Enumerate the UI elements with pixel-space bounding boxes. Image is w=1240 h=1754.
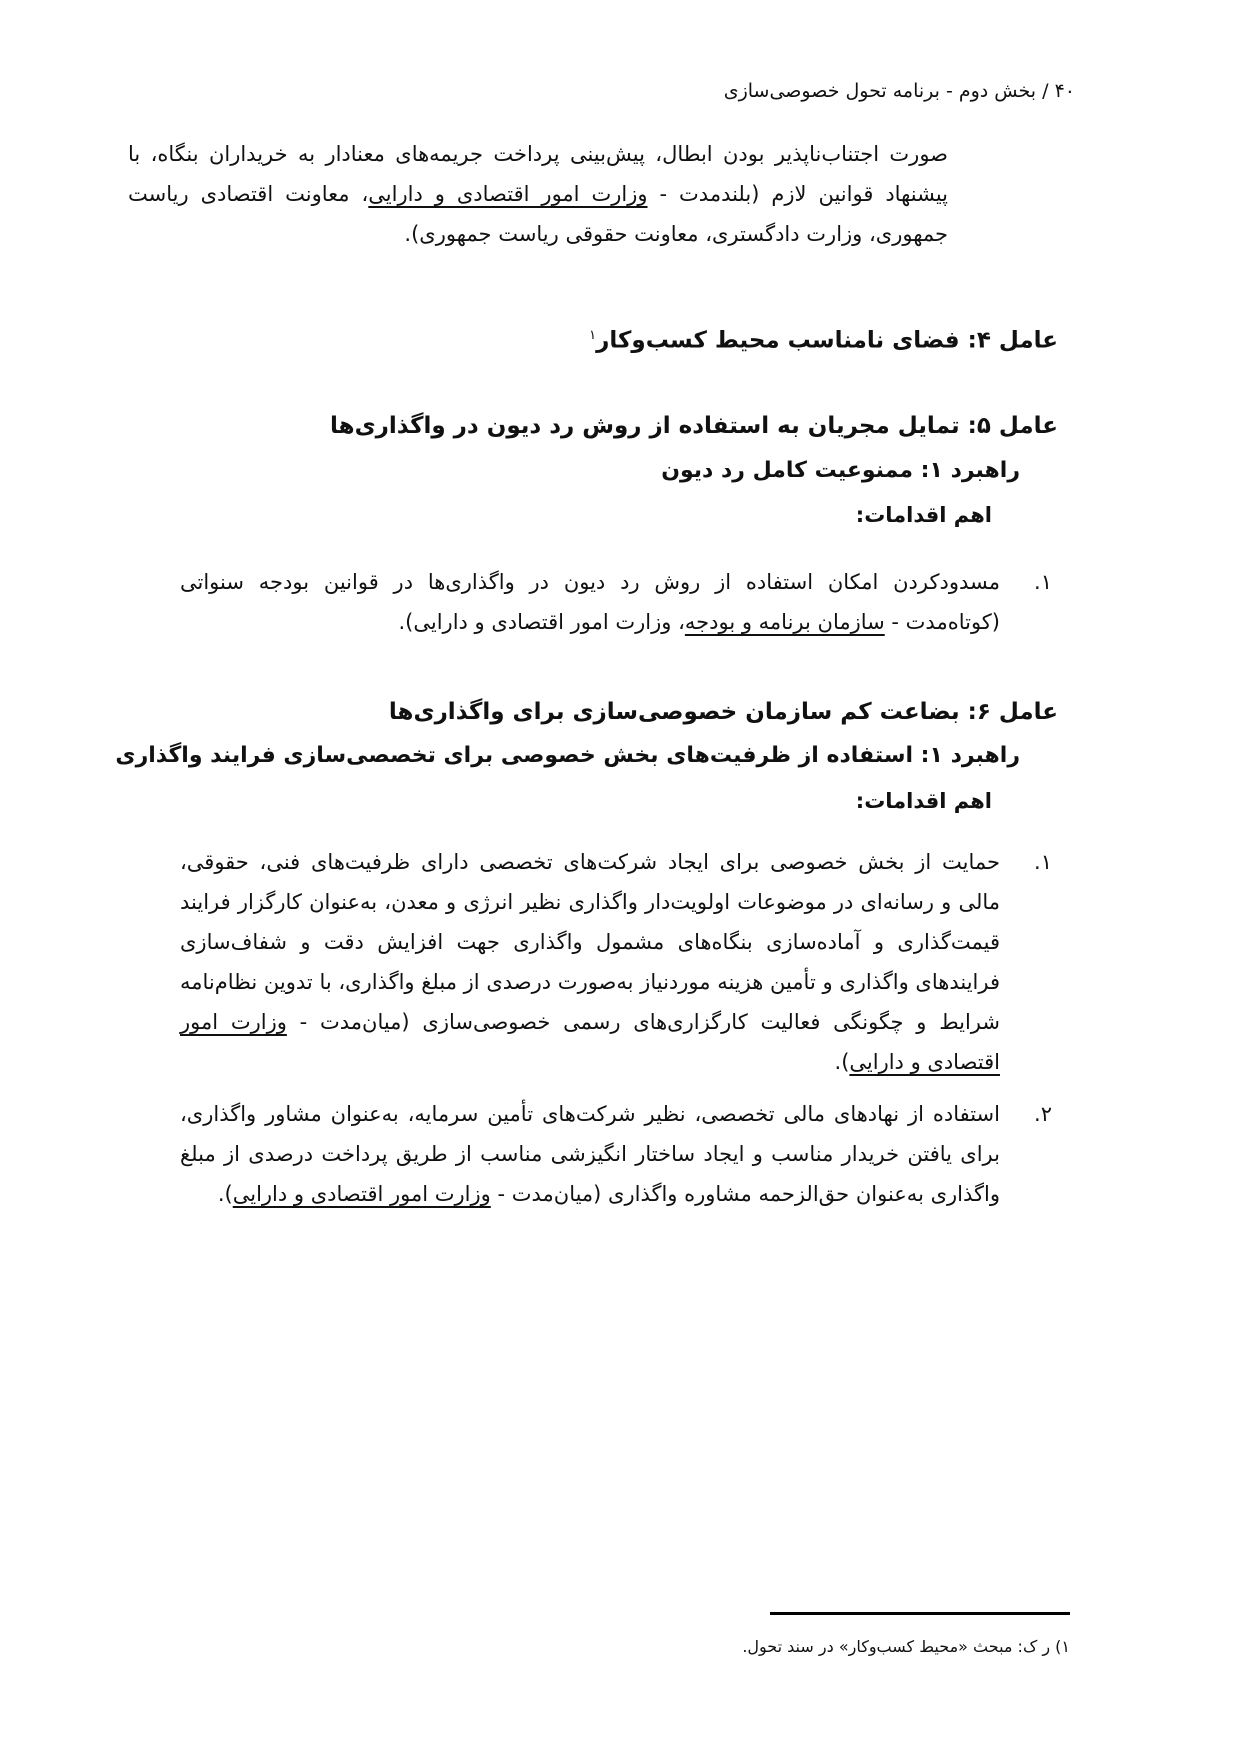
list-text [180,562,1000,642]
list-number: ۲. [1034,1102,1052,1126]
responsible-agency: وزارت امور اقتصادی و دارایی [180,1010,1000,1074]
list-text [180,842,1000,1082]
intro-text: صورت اجتناب‌ناپذیر بودن ابطال، پیش‌بینی پرداخت جریمه‌های معنادار به خریداران بنگاه، با پیشنهاد قوانین لازم (بلندمدت - [128,142,949,206]
factor-4-heading [589,320,1058,357]
responsible-agency: وزارت امور اقتصادی و دارایی [368,182,648,206]
action-text-end: ، وزارت امور اقتصادی و دارایی). [398,610,685,634]
factor-6-heading: عامل ۶: بضاعت کم سازمان خصوصی‌سازی برای واگذاری‌ها [388,699,1058,725]
footnote-separator [770,1612,1070,1615]
running-header [724,78,1075,104]
list-text [180,1094,1000,1214]
action-text-end: ). [217,1182,233,1206]
list-number: ۱. [1034,570,1052,594]
responsible-agency: وزارت امور اقتصادی و دارایی [232,1182,491,1206]
list-number: ۱. [1034,850,1052,874]
intro-paragraph [128,134,948,254]
factor-6-strategy: راهبرد ۱: استفاده از ظرفیت‌های بخش خصوصی برای تخصصی‌سازی فرایند واگذاری [115,743,1020,768]
factor-4-title: عامل ۴: فضای نامناسب محیط کسب‌وکار [596,327,1058,354]
section-title: بخش دوم - برنامه تحول خصوصی‌سازی [723,80,1037,102]
footnote-reference[interactable]: ۱ [589,328,597,343]
page-number: ۴۰ [1054,80,1075,102]
responsible-agency: سازمان برنامه و بودجه [684,610,885,634]
factor-5-strategy: راهبرد ۱: ممنوعیت کامل رد دیون [661,458,1020,483]
action-text: استفاده از نهادهای مالی تخصصی، نظیر شرکت‌های تأمین سرمایه، به‌عنوان مشاور واگذاری، برای یافتن خریدار مناسب و ایجاد ساختار انگیزشی مناسب از طریق پرداخت درصدی از مبلغ واگذاری به‌عنوان حق‌الزحمه مشاوره واگذاری (میان‌مدت - [180,1102,1000,1206]
footnote: ۱) ر ک: مبحث «محیط کسب‌وکار» در سند تحول. [742,1637,1070,1656]
intro-text-end: ، معاونت اقتصادی ریاست جمهوری، وزارت دادگستری، معاونت حقوقی ریاست جمهوری). [128,182,948,246]
header-separator: / [1036,80,1055,102]
factor-5-actions-label: اهم اقدامات: [855,503,992,527]
action-text-end: ). [834,1050,850,1074]
factor-6-actions-label: اهم اقدامات: [855,789,992,813]
factor-5-heading: عامل ۵: تمایل مجریان به استفاده از روش رد دیون در واگذاری‌ها [330,413,1058,439]
action-text: مسدودکردن امکان استفاده از روش رد دیون در واگذاری‌ها در قوانین بودجه سنواتی (کوتاه‌مدت - [180,570,1000,634]
action-text: حمایت از بخش خصوصی برای ایجاد شرکت‌های تخصصی دارای ظرفیت‌های فنی، حقوقی، مالی و رسانه‌ای در موضوعات اولویت‌دار واگذاری نظیر انرژی و معدن، به‌عنوان کارگزار فرایند قیمت‌گذاری و آماده‌سازی بنگاه‌های مشمول واگذاری جهت افزایش دقت و شفاف‌سازی فرایندهای واگذاری و تأمین هزینه موردنیاز به‌صورت درصدی از مبلغ واگذاری، با تدوین نظام‌نامه شرایط و چگونگی فعالیت کارگزاری‌های رسمی خصوصی‌سازی (میان‌مدت - [180,850,1000,1034]
